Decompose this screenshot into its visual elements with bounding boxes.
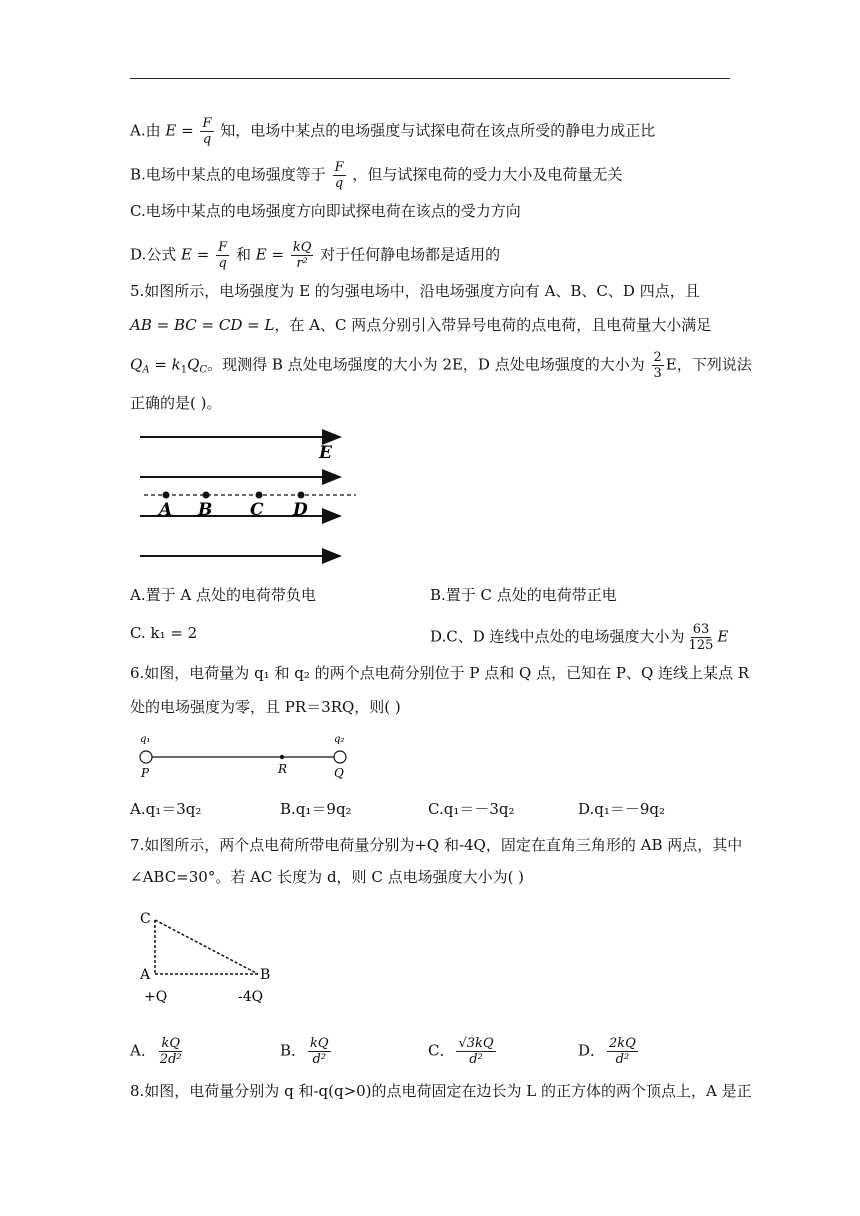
label-d: D	[293, 500, 308, 520]
q7-triangle-figure	[136, 906, 286, 1006]
charge-p	[140, 751, 152, 763]
label-r: R	[278, 762, 288, 776]
point-c	[256, 492, 263, 499]
label-q1: q₁	[140, 734, 151, 745]
q5-field-figure	[136, 424, 356, 569]
label-p: P	[141, 766, 150, 780]
label-b: B	[198, 500, 213, 520]
q7-stem-line1: 7.如图所示，两个点电荷所带电荷量分别为+Q 和-4Q，固定在直角三角形的 AB 两点，其中	[130, 836, 743, 854]
q6-option-a: A.q₁＝3q₂	[130, 800, 202, 818]
fraction-f-over-q: $\frac{F}{q}$	[202, 116, 212, 147]
q4-option-a: A.由 E = $\frac{F}{q}$ 知，电场中某点的电场强度与试探电荷在该点所受的静电力成正比	[130, 116, 656, 147]
q4-option-d: D.公式 E = $\frac{F}{q}$ 和 E = $\frac{kQ}{\text{r²}}$ 对于任何静电场都是适用的	[130, 240, 501, 271]
label-a: A	[159, 500, 173, 520]
q7-stem-line2: ∠ABC=30°。若 AC 长度为 d，则 C 点电场强度大小为( )	[130, 868, 525, 886]
vertex-c-label: C	[140, 911, 151, 927]
q5-option-c: C. k₁ = 2	[130, 624, 198, 642]
label-c: C	[250, 500, 264, 520]
point-d	[298, 492, 305, 499]
q4-option-b: B.电场中某点的电场强度等于 $\frac{F}{q}$ ，但与试探电荷的受力大小及电荷量无关	[130, 160, 623, 191]
label-q: Q	[334, 766, 344, 780]
q6-stem-line1: 6.如图，电荷量为 q₁ 和 q₂ 的两个点电荷分别位于 P 点和 Q 点，已知在 P、Q 连线上某点 R	[130, 664, 750, 682]
q6-option-c: C.q₁＝－3q₂	[428, 800, 515, 818]
q7-option-d: D． $\frac{2kQ}{\text{d²}}$	[578, 1036, 636, 1067]
fraction-kq-over-r2: $\frac{kQ}{\text{r²}}$	[292, 240, 312, 271]
charge-q	[334, 751, 346, 763]
header-rule	[130, 78, 730, 79]
vertex-a-label: A	[140, 967, 151, 983]
q6-figure	[134, 730, 354, 784]
q7-option-c: C． $\frac{√3kQ}{\text{d²}}$	[428, 1036, 494, 1067]
fraction-63-over-125: $\frac{63}{125}$	[688, 622, 714, 653]
q5-option-d: D.C、D 连线中点处的电场强度大小为 $\frac{63}{125}$ E	[430, 622, 729, 653]
fraction-f-over-q: $\frac{F}{q}$	[334, 160, 344, 191]
charge-a-label: +Q	[144, 989, 168, 1005]
q6-option-b: B.q₁＝9q₂	[280, 800, 352, 818]
fraction-two-thirds: $\frac{2}{3}$	[653, 350, 662, 381]
q6-stem-line2: 处的电场强度为零，且 PR＝3RQ，则( )	[130, 698, 401, 716]
q5-stem-line4: 正确的是( )。	[130, 394, 222, 412]
side-cb	[155, 920, 258, 974]
point-a	[163, 492, 170, 499]
q5-option-b: B.置于 C 点处的电荷带正电	[430, 586, 617, 604]
label-q2: q₂	[334, 734, 345, 745]
field-label-e: E	[319, 443, 332, 463]
point-b	[203, 492, 210, 499]
q7-option-a: A． $\frac{kQ}{\text{2d²}}$	[130, 1036, 182, 1067]
charge-b-label: -4Q	[238, 989, 264, 1005]
q5-stem-line3: $Q_A = k_1Q_C$。现测得 B 点处电场强度的大小为 2E，D 点处电场强度的大小为 $\frac{2}{3}$ E，下列说法	[130, 350, 752, 381]
q5-stem-line1: 5.如图所示，电场强度为 E 的匀强电场中，沿电场强度方向有 A、B、C、D 四点，且	[130, 282, 700, 300]
q5-stem-line2: AB = BC = CD = L，在 A、C 两点分别引入带异号电荷的点电荷，且电荷量大小满足	[130, 316, 712, 334]
q8-stem-line1: 8.如图，电荷量分别为 q 和-q(q>0)的点电荷固定在边长为 L 的正方体的两个顶点上，A 是正	[130, 1082, 752, 1100]
q7-option-b: B． $\frac{kQ}{\text{d²}}$	[280, 1036, 329, 1067]
fraction-f-over-q: $\frac{F}{q}$	[218, 240, 228, 271]
point-r	[280, 755, 284, 759]
q4-option-c: C.电场中某点的电场强度方向即试探电荷在该点的受力方向	[130, 202, 521, 220]
vertex-b-label: B	[260, 967, 271, 983]
q5-option-a: A.置于 A 点处的电荷带负电	[130, 586, 316, 604]
q6-option-d: D.q₁＝－9q₂	[578, 800, 666, 818]
